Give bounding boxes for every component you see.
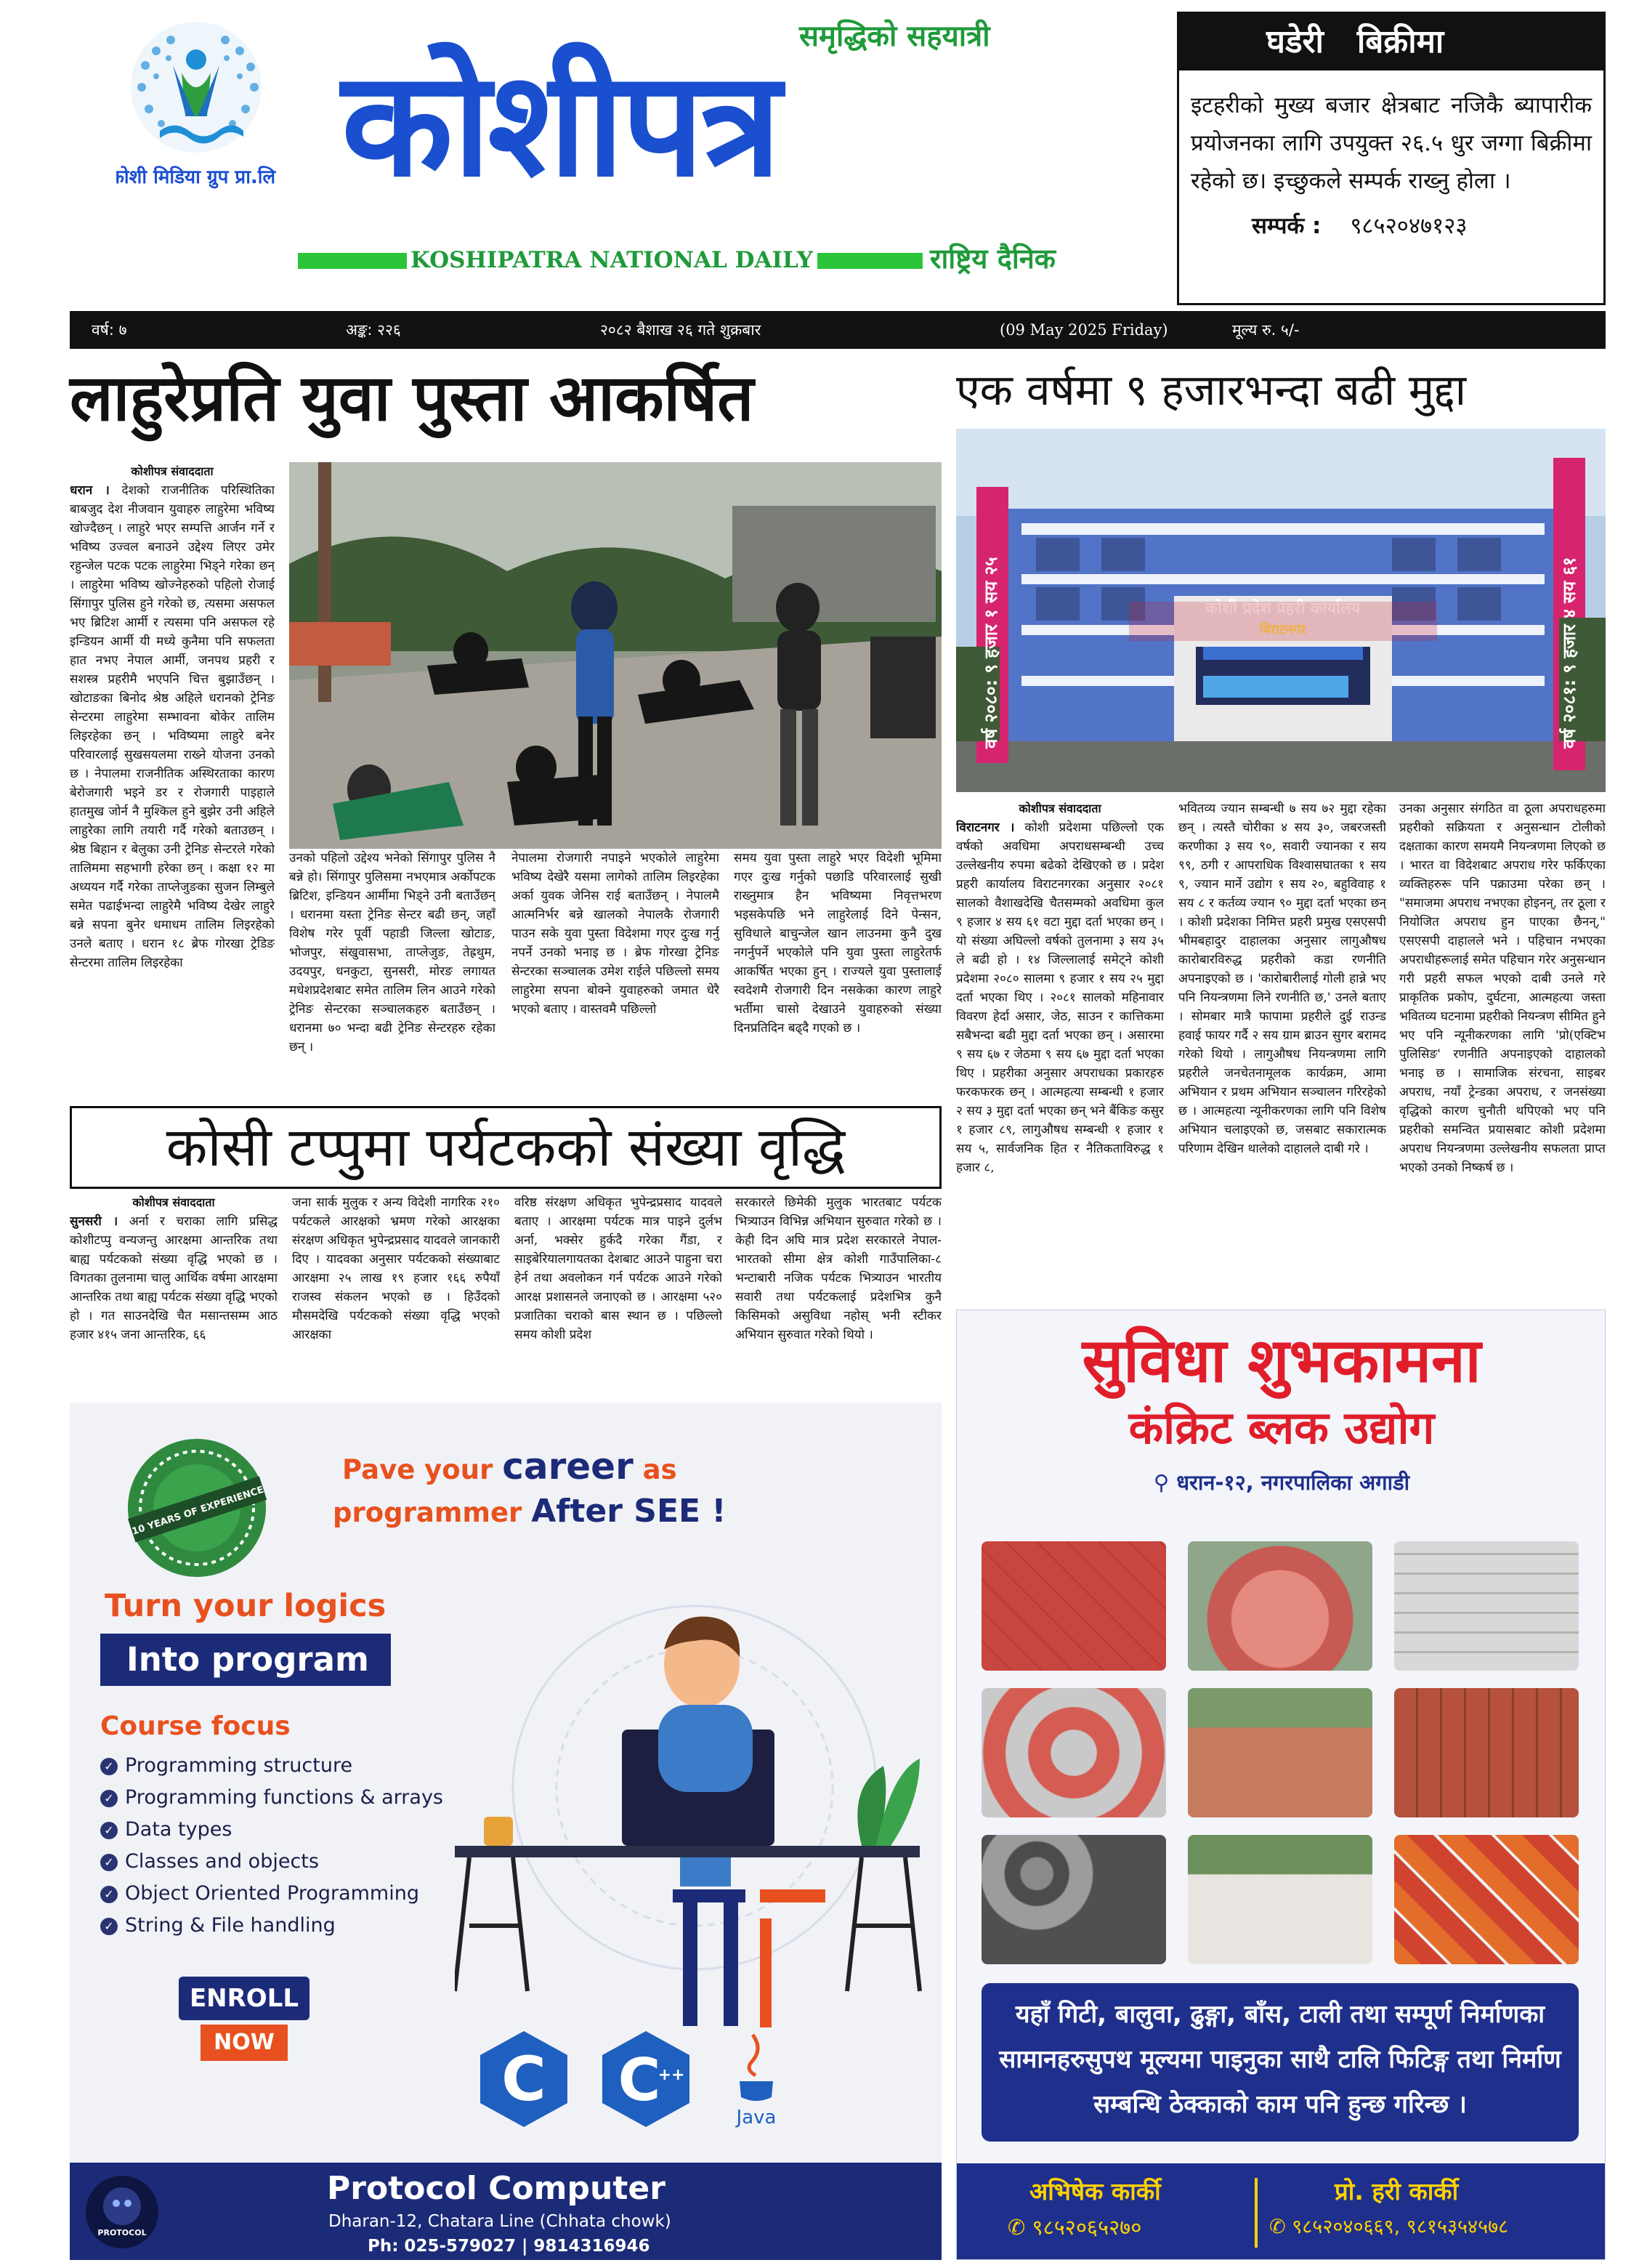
- protocol-ad: [70, 1403, 942, 2260]
- course-focus-title: Course focus: [100, 1711, 291, 1741]
- company-address: Dharan-12, Chatara Line (Chhata chowk): [328, 2212, 671, 2231]
- java-label: Java: [736, 2107, 777, 2128]
- story1-text-3: नेपालमा रोजगारी नपाइने भएकोले लाहुरेमा भविष्य देखेरै यसमा लागेको तालिम लिइरहेका अर्का युवक जेनिस राई बताउँछन् । नेपालमै आत्मनिर्भर बन्ने खालको नेपालकै रोजगारी पाउन सके युवा पुस्ता विदेशमा गएर दुःख गर्नु नपर्ने उनको भनाइ छ । ब्रेफ गोरखा ट्रेनिङ सेन्टरका सञ्चालक उमेश राईले पछिल्लो समय लाहुरेमा सपना बोक्ने युवाहरुको जमात धेरै भएको बताए । वास्तवमै पछिल्लो: [511, 851, 719, 1017]
- story3-text-4: सरकारले छिमेकी मुलुक भारतबाट पर्यटक भित्र्याउन विभिन्न अभियान सुरुवात गरेको छ । केही दिन अघि मात्र प्रदेश सरकारले नेपाल-भारतको सीमा क्षेत्र कोशी गाउँपालिका-८ भन्टाबारी नजिक पर्यटक भित्र्याउन भारतीय सवारी तथा पर्यटकलाई प्रदेशभित्र कुनै किसिमको असुविधा नहोस् भनी स्टीकर अभियान सुरुवात गरेको थियो ।: [735, 1195, 942, 1342]
- volume: वर्ष: ७: [92, 321, 127, 339]
- career-em: career: [502, 1445, 634, 1488]
- course-item: [100, 1910, 507, 1942]
- java-language-logo: [724, 2027, 789, 2129]
- suvidha-title: सुविधा शुभकामना: [1082, 1325, 1481, 1396]
- classified-contact-label: सम्पर्क :: [1252, 213, 1322, 239]
- story3-dateline: सुनसरी ।: [70, 1214, 118, 1229]
- product-photo: [982, 1688, 1166, 1817]
- story1-column-4: [734, 849, 942, 1103]
- experience-badge: [121, 1432, 273, 1584]
- story1-text-4: समय युवा पुस्ता लाहुरे भएर विदेशी भूमिमा गएर दुःख गर्नुको पछाडि परिवारलाई सुखी राख्नुमात्र हैन भविष्यमा निवृत्तभरण भइसकेपछि भने लाहुरेलाई दिने पेन्सन, सुविधाले बाचुन्जेल खान लाउनमा कुनै दुख नगर्नुपर्ने भएकोले पनि युवा पुस्ता लाहुरेतर्फ आकर्षित भएका हुन् । राज्यले युवा पुस्तालाई स्वदेशमै रोजगारी दिन नसकेका कारण लाहुरे भर्तीमा चासो देखाउने युवाहरुको संख्या दिनप्रतिदिन बढ्दै गएको छ ।: [734, 851, 942, 1036]
- story2-column-3: [1399, 799, 1606, 1308]
- product-photo: [1394, 1541, 1579, 1671]
- product-photo: [1394, 1835, 1579, 1964]
- course-item: [100, 1814, 507, 1846]
- cpp-letter: C: [618, 2046, 661, 2114]
- cpp-language-logo: [599, 2027, 693, 2129]
- contact1-phone-number: ९८५२०६५२७०: [1032, 2215, 1142, 2240]
- course-item: [100, 1878, 507, 1910]
- suvidha-tagline: यहाँ गिटी, बालुवा, ढुङ्गा, बाँस, टाली तथा सम्पूर्ण निर्माणका सामानहरुसुपथ मूल्यमा पाइनुका साथै टालि फिटिङ्ग तथा निर्माण सम्बन्धि ठेक्काको काम पनि हुन्छ गरिन्छ ।: [999, 2000, 1561, 2119]
- programmer-text: programmer: [333, 1497, 522, 1528]
- programmer-illustration: [455, 1584, 927, 2035]
- price: मूल्य रु. ५/-: [1232, 321, 1300, 339]
- story3-byline: कोशीपत्र संवाददाता: [132, 1195, 215, 1209]
- story2-text-1: कोशी प्रदेशमा पछिल्लो एक वर्षको अवधिमा अपराधसम्बन्धी उच्च उल्लेखनीय रुपमा बढेको देखिएको छ । प्रदेश प्रहरी कार्यालय विराटनगरका अनुसार २०८१ सालको वैशाखदेखि चैतसम्मको अवधिमा कुल ९ हजार ४ सय ६१ वटा मुद्दा दर्ता भएका छन् । यो संख्या अघिल्लो वर्षको तुलनामा ३ सय ३५ ले बढी हो । १४ जिल्लालाई समेट्ने कोशी प्रदेशमा २०८० सालमा ९ हजार १ सय २५ मुद्दा दर्ता भएका थिए । २०८१ सालको महिनावार विवरण हेर्दा असार, जेठ, साउन र कात्तिकमा सबैभन्दा बढी मुद्दा दर्ता भएका छन् । असारमा ९ सय ६७ र जेठमा ९ सय ६७ मुद्दा दर्ता भएका थिए । प्रहरीका अनुसार अपराधका प्रकारहरु फरकफरक छन् । आत्महत्या सम्बन्धी १ हजार २ सय ३ मुद्दा दर्ता भएका छन् भने बैंकिङ कसुर १ हजार ८९, लागुऔषध सम्बन्धी १ हजार १ सय ५, सार्वजनिक हित र नैतिकताविरुद्ध १ हजार ८,: [956, 820, 1164, 1175]
- story1-dateline: धरान ।: [70, 483, 110, 498]
- english-name: KOSHIPATRA NATIONAL DAILY: [410, 247, 814, 273]
- product-photo: [982, 1541, 1166, 1671]
- story1-column-2: [289, 849, 495, 1103]
- story3-column-2: [292, 1193, 500, 1389]
- story1-text-2: उनको पहिलो उद्देश्य भनेको सिंगापुर पुलिस नै बन्ने हो। सिंगापुर पुलिसमा नभएमात्र अर्कोपटक ब्रिटिश, इन्डियन आर्मीमा भिड्ने उनी बताउँछन् । धरानमा यस्ता ट्रेनिङ सेन्टर बढी छन्, जहाँ विशेष गरेर पूर्वी पहाडी जिल्ला खोटाङ, भोजपुर, संखुवासभा, ताप्लेजुङ, तेह्रथुम, उदयपुर, धनकुटा, सुनसरी, मोरङ लगायत मधेशप्रदेशबाट समेत तालिम लिन आउने गरेको ट्रेनिङ सेन्टरका सञ्चालकहरु बताउँछन् । धरानमा ७० भन्दा बढी ट्रेनिङ सेन्टरहरु रहेका छन् ।: [289, 851, 495, 1054]
- protocol-logo: [84, 2174, 160, 2250]
- career-post: as: [642, 1454, 677, 1485]
- story3-text-3: वरिष्ठ संरक्षण अधिकृत भुपेन्द्रप्रसाद यादवले बताए । आरक्षमा पर्यटक मात्र पाइने दुर्लभ अर्ना, भक्सेर हुर्कदै गरेका गैंडा, र साइबेरियालगायतका देशबाट आउने पाहुना चरा हेर्न तथा अवलोकन गर्न पर्यटक आउने गरेको आरक्ष प्रशासनले जनाएको छ । आरक्षमा ५२० प्रजातिका चराको बास स्थान छ । पछिल्लो समय कोशी प्रदेश: [514, 1195, 722, 1342]
- course-item-label: Programming structure: [125, 1754, 353, 1777]
- contact1-name: अभिषेक कार्की: [1029, 2177, 1161, 2206]
- check-icon: ✓: [100, 1758, 118, 1775]
- suvidha-location: [957, 1466, 1606, 1499]
- story3-column-1: [70, 1193, 278, 1389]
- course-item-label: Classes and objects: [125, 1850, 319, 1873]
- product-photo: [982, 1835, 1166, 1964]
- story1-headline: लाहुरेप्रति युवा पुस्ता आकर्षित: [70, 360, 754, 435]
- story1-text-1: देशको राजनीतिक परिस्थितिका बाबजुद देश नीजवान युवाहरु लाहुरेमा भविष्य खोज्दैछन् । लाहुरे भएर सम्पत्ति आर्जन गर्ने र भविष्य उज्वल बनाउने उद्देश्य लिएर उमेर रहुन्जेल पटक पटक लाहुरेमा भिड्ने गरेका छन् । लाहुरेमा भविष्य खोज्नेहरुको पहिलो रोजाई सिंगापुर पुलिस हुने गरेको छ, त्यसमा असफल भए ब्रिटिश आर्मी र त्यसमा पनि असफल रहे इन्डियन आर्मी यी मध्ये कुनैमा पनि सफलता हात नभए नेपाल आर्मी, जनपथ प्रहरी र सशस्त्र प्रहरीमै भएपनि चित्त बुझाउँछन् । खोटाङका बिनोद श्रेष्ठ अहिले धरानको ट्रेनिङ सेन्टरमा लाहुरेमा सम्भावना बोकेर तालिम लिइरहेका छन् । भविष्यमा लाहुरे बनेर परिवारलाई सुखसयलमा राख्ने योजना उनको छ । नेपालमा राजनीतिक अस्थिरताका कारण बेरोजगारी भइने डर र रोजगारी पाइहाले हातमुख जोर्न नै मुश्किल हुने बुझेर उनी अहिले लाहुरेका लागि तयारी गर्दै गरेको बताउछन् । श्रेष्ठ बिहान र बेलुका उनी ट्रेनिङ सेन्टरले गरेको तालिममा सहभागी हरेका छन् । कक्षा १२ मा अध्ययन गर्दै गरेका ताप्लेजुङका सुजन लिम्बुले समेत पढाईभन्दा लाहुरेमै भविष्य देखेर लाहुरे बन्ने सपना बुनेर धमाधम तालिम लिइरहेको उनले बताए । धरान १८ ब्रेफ गोरखा ट्रेडिङ सेन्टरमा तालिम लिइरहेका: [70, 483, 275, 970]
- contact2-name: प्रो. हरी कार्की: [1335, 2177, 1459, 2206]
- product-photo: [1188, 1688, 1372, 1817]
- green-bar-left: [298, 253, 407, 269]
- story1-byline: कोशीपत्र संवाददाता: [131, 464, 214, 478]
- course-item: [100, 1750, 507, 1782]
- product-photo: [1188, 1541, 1372, 1671]
- protocol-logo-text: PROTOCOL: [97, 2228, 147, 2237]
- badge-text: 10 YEARS OF EXPERIENCE: [130, 1484, 265, 1538]
- building-sign-sub: विराटनगर: [1260, 622, 1306, 637]
- story2-dateline: विराटनगर ।: [956, 820, 1015, 835]
- check-icon: ✓: [100, 1918, 118, 1935]
- building-sign: कोशी प्रदेश प्रहरी कार्यालय: [1205, 600, 1361, 618]
- story1-column-1: [70, 462, 275, 1200]
- suvidha-subtitle: कंक्रिट ब्लक उद्योग: [1128, 1401, 1435, 1454]
- info-bar: [70, 311, 1606, 349]
- story2-photo: [956, 429, 1606, 792]
- turn-logics: Turn your logics: [105, 1588, 387, 1624]
- story2-byline: कोशीपत्र संवाददाता: [1019, 802, 1101, 815]
- enroll-text: ENROLL: [179, 1977, 309, 2020]
- masthead-title: कोशीपत्र: [341, 40, 779, 209]
- check-icon: ✓: [100, 1822, 118, 1839]
- check-icon: ✓: [100, 1854, 118, 1871]
- course-item: [100, 1782, 507, 1814]
- company-name: Protocol Computer: [327, 2170, 665, 2207]
- date-english: (09 May 2025 Friday): [1000, 321, 1168, 339]
- story2-text-3: उनका अनुसार संगठित वा ठूला अपराधहरुमा प्रहरीको सक्रियता र अनुसन्धान टोलीको दक्षताका कारण समयमै नियन्त्रणमा लिएको छ । भारत वा विदेशबाट अपराध गरेर फर्किएका व्यक्तिहरुरू पनि पक्राउमा परेका छन् । "समाजमा अपराध नभएका होइनन्, तर ठूला र नियोजित अपराध हुन पाएका छैनन्," एसएसपी दाहालले भने । पहिचान नभएका अपराधीहरूलाई समेत पहिचान गरेर अनुसन्धान गरी प्रहरी सफल भएको दाबी उनले गरे प्राकृतिक प्रकोप, दुर्घटना, आत्महत्या जस्ता भवितव्य घटनामा प्रहरीको नियन्त्रण सीमित हुने भए पनि न्यूनीकरणका लागि 'प्रो(एक्टिभ पुलिसिङ' रणनीति अपनाइएको दाहालको भनाइ छ । सामाजिक संरचना, साइबर अपराध, नयाँ ट्रेन्डका अपराध, र जनसंख्या वृद्धिको कारण चुनौती थपिएको भए पनि प्रहरीको समन्वित प्रयासबाट कोशी प्रदेशमा अपराध नियन्त्रणमा उल्लेखनीय सफलता प्राप्त भएको उनको निष्कर्ष छ ।: [1399, 802, 1606, 1175]
- into-program: Into program: [100, 1634, 391, 1686]
- protocol-footer: [70, 2163, 942, 2260]
- phone-icon: ✆: [1269, 2216, 1286, 2238]
- story3-column-3: [514, 1193, 722, 1389]
- story3-headline: कोसी टप्पुमा पर्यटकको संख्या वृद्धि: [166, 1116, 846, 1179]
- check-icon: ✓: [100, 1790, 118, 1807]
- date-nepali: २०८२ बैशाख २६ गते शुक्रबार: [600, 321, 761, 339]
- course-list: [100, 1750, 507, 1946]
- course-item-label: Programming functions & arrays: [125, 1786, 443, 1809]
- contact1-phone: [1008, 2211, 1247, 2243]
- suvidha-tagline-box: [982, 1983, 1579, 2142]
- publisher-logo: [116, 15, 276, 189]
- story2-text-2: भवितव्य ज्यान सम्बन्धी ७ सय ७२ मुद्दा रहेका छन् । त्यस्तै चोरीका ४ सय ३०, जबरजस्ती करणीका ३ सय ९०, सवारी ज्यानका र सय ९९, ठगी र आपराधिक विश्वासघातका १ सय ९, ज्यान मार्ने उद्योग १ सय २०, बहुविवाह १ सय ८ र कर्तव्य ज्यान ९० मुद्दा दर्ता भएका छन् । कोशी प्रदेशका निमित्त प्रहरी प्रमुख एसएसपी भीमबहादुर दाहालका अनुसार लागुऔषध कारोबारविरुद्ध प्रहरीको कडा रणनीति अपनाइएको छ । 'कारोबारीलाई गोली हान्ने भए पनि नियन्त्रणमा लिने रणनीति छ,' उनले बताए । सोमबार मात्रै फापामा प्रहरीले दुई राउन्ड हवाई फायर गर्दै २ सय ग्राम ब्राउन सुगर बरामद गरेको थियो । लागुऔषध नियन्त्रणमा लागि प्रहरीले जनचेतनामूलक कार्यक्रम, आमा अभियान र प्रथम अभियान सञ्चालन गरिरहेको छ । आत्महत्या न्यूनीकरणका लागि पनि विशेष अभियान चलाइएको छ, जसबाट सकारात्मक परिणाम देखिन थालेको दाहालले दाबी गरे ।: [1178, 802, 1386, 1156]
- publisher-name: कोशी मिडिया ग्रुप प्रा.लि.: [116, 166, 276, 188]
- phone-icon: ✆: [1008, 2215, 1026, 2240]
- location-text: धरान-१२, नगरपालिका अगाडी: [1176, 1470, 1410, 1495]
- issue: अङ्क: २२६: [346, 321, 401, 339]
- suvidha-contacts: [957, 2163, 1606, 2260]
- story1-photo: [289, 462, 942, 849]
- classified-heading: घडेरी बिक्रीमा: [1179, 14, 1603, 70]
- now-text: NOW: [201, 2025, 288, 2061]
- story2-column-1: [956, 799, 1164, 1308]
- course-item: [100, 1846, 507, 1878]
- story2-column-2: [1178, 799, 1386, 1308]
- career-line-2: [333, 1490, 783, 1533]
- course-item-label: String & File handling: [125, 1914, 336, 1937]
- suvidha-ad: [956, 1309, 1606, 2260]
- classified-box: [1177, 12, 1606, 305]
- tagline: समृद्धिको सहयात्री: [799, 19, 990, 53]
- enroll-button[interactable]: [179, 1977, 309, 2064]
- banner-right-text: वर्ष २०८१: ९ हजार ४ सय ६१: [1559, 557, 1579, 748]
- story2-headline: एक वर्षमा ९ हजारभन्दा बढी मुद्दा: [956, 365, 1467, 415]
- contact-divider: [1255, 2178, 1258, 2248]
- check-icon: ✓: [100, 1886, 118, 1903]
- national-daily: राष्ट्रिय दैनिक: [930, 242, 1056, 275]
- career-line-1: [342, 1445, 793, 1488]
- story3-text-2: जना सार्क मुलुक र अन्य विदेशी नागरिक २१० पर्यटकले आरक्षको भ्रमण गरेको आरक्षका संरक्षण अधिकृत भुपेन्द्रप्रसाद यादवले जानकारी दिए । यादवका अनुसार पर्यटकको संख्याबाट आरक्षमा २५ लाख १९ हजार १६६ रुपैयाँ राजस्व संकलन भएको छ । हिउँदको मौसमदेखि पर्यटकको संख्या वृद्धि भएको आरक्षका: [292, 1195, 500, 1342]
- after-see-text: After SEE !: [531, 1493, 727, 1530]
- classified-body: इटहरीको मुख्य बजार क्षेत्रबाट नजिकै ब्यापारीक प्रयोजनका लागि उपयुक्त २६.५ धुर जग्गा बिक्रीमा रहेको छ। इच्छुकले सम्पर्क राख्नु होला ।: [1191, 92, 1592, 194]
- green-bar-right: [817, 253, 923, 269]
- contact2-phone: [1269, 2211, 1603, 2243]
- classified-contact-number: ९८५२०४७१२३: [1350, 213, 1468, 239]
- product-photo: [1394, 1688, 1579, 1817]
- course-item-label: Object Oriented Programming: [125, 1882, 419, 1905]
- company-phone: Ph: 025-579027 | 9814316946: [368, 2237, 650, 2256]
- story3-headline-box: [70, 1106, 942, 1189]
- location-pin-icon: ⚲: [1153, 1470, 1170, 1495]
- c-language-logo: [477, 2027, 571, 2129]
- cpp-plus: ++: [657, 2066, 685, 2084]
- story3-column-4: [735, 1193, 942, 1389]
- course-item-label: Data types: [125, 1818, 232, 1841]
- contact2-phone-number: ९८५२०४०६६९, ९८१५३५४५७८: [1292, 2216, 1509, 2238]
- banner-left-text: वर्ष २०८०: ९ हजार १ सय २५: [981, 557, 1001, 748]
- career-pre: Pave your: [342, 1454, 493, 1485]
- story1-column-3: [511, 849, 719, 1103]
- c-letter: C: [501, 2043, 546, 2115]
- product-photo: [1188, 1835, 1372, 1964]
- story3-text-1: अर्ना र चराका लागि प्रसिद्ध कोशीटप्पु वन्यजन्तु आरक्षमा आन्तरिक तथा बाह्य पर्यटकको संख्या वृद्धि भएको छ । विगतका तुलनामा चालु आर्थिक वर्षमा आरक्षमा आन्तरिक तथा बाह्य पर्यटक संख्या वृद्धि भएको हो । गत साउनदेखि चैत मसान्तसम्म आठ हजार ४१५ जना आन्तरिक, ६६: [70, 1214, 278, 1342]
